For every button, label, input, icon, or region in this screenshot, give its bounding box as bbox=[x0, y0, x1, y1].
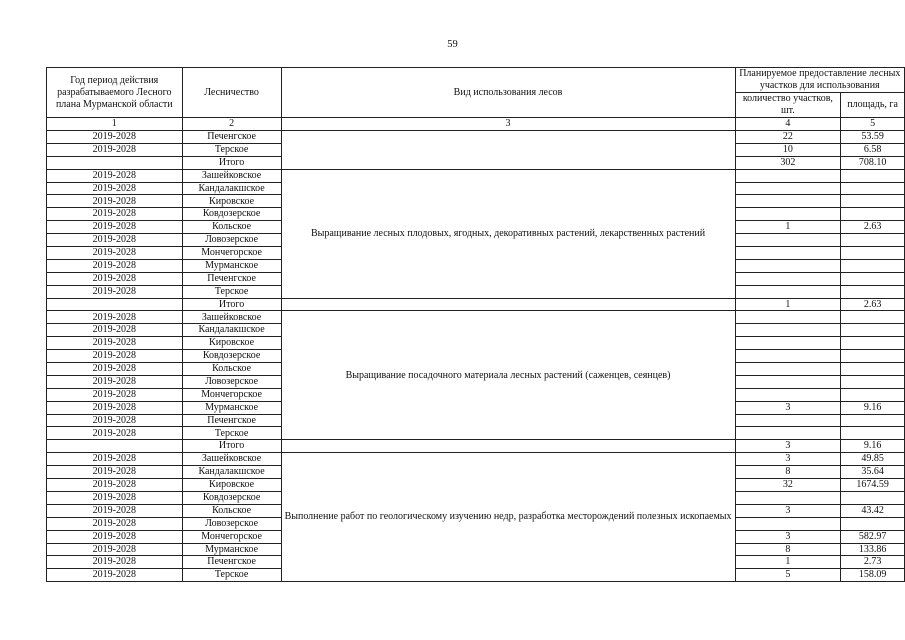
count-cell: 32 bbox=[735, 479, 841, 492]
forestry-cell: Кировское bbox=[182, 337, 281, 350]
area-cell: 53.59 bbox=[841, 131, 905, 144]
count-cell: 1 bbox=[735, 556, 841, 569]
year-cell: 2019-2028 bbox=[47, 530, 183, 543]
year-cell: 2019-2028 bbox=[47, 272, 183, 285]
forestry-cell: Ловозерское bbox=[182, 375, 281, 388]
count-cell bbox=[735, 491, 841, 504]
count-cell bbox=[735, 350, 841, 363]
area-cell: 708.10 bbox=[841, 156, 905, 169]
area-cell bbox=[841, 259, 905, 272]
count-cell bbox=[735, 388, 841, 401]
year-cell: 2019-2028 bbox=[47, 195, 183, 208]
count-cell: 3 bbox=[735, 530, 841, 543]
area-cell bbox=[841, 195, 905, 208]
year-cell: 2019-2028 bbox=[47, 453, 183, 466]
area-cell bbox=[841, 427, 905, 440]
year-cell: 2019-2028 bbox=[47, 517, 183, 530]
forestry-cell: Мурманское bbox=[182, 401, 281, 414]
forestry-cell: Печенгское bbox=[182, 272, 281, 285]
count-cell bbox=[735, 169, 841, 182]
year-cell: 2019-2028 bbox=[47, 247, 183, 260]
header-use-type: Вид использования лесов bbox=[281, 68, 735, 118]
table-row bbox=[47, 440, 905, 453]
forestry-cell: Кандалакшское bbox=[182, 182, 281, 195]
year-cell: 2019-2028 bbox=[47, 414, 183, 427]
year-cell: 2019-2028 bbox=[47, 208, 183, 221]
forestry-cell: Терское bbox=[182, 285, 281, 298]
column-number: 3 bbox=[281, 118, 735, 131]
area-cell: 49.85 bbox=[841, 453, 905, 466]
area-cell: 158.09 bbox=[841, 569, 905, 582]
area-cell bbox=[841, 247, 905, 260]
area-cell: 582.97 bbox=[841, 530, 905, 543]
count-cell bbox=[735, 259, 841, 272]
year-cell: 2019-2028 bbox=[47, 259, 183, 272]
area-cell bbox=[841, 350, 905, 363]
count-cell: 3 bbox=[735, 504, 841, 517]
count-cell bbox=[735, 375, 841, 388]
forestry-cell: Мончегорское bbox=[182, 388, 281, 401]
count-cell: 8 bbox=[735, 543, 841, 556]
table-row bbox=[47, 169, 905, 182]
area-cell: 133.86 bbox=[841, 543, 905, 556]
forestry-cell: Кандалакшское bbox=[182, 324, 281, 337]
count-cell bbox=[735, 195, 841, 208]
area-cell bbox=[841, 388, 905, 401]
area-cell: 2.63 bbox=[841, 221, 905, 234]
column-number: 5 bbox=[841, 118, 905, 131]
count-cell bbox=[735, 517, 841, 530]
area-cell: 35.64 bbox=[841, 466, 905, 479]
year-cell: 2019-2028 bbox=[47, 466, 183, 479]
header-forestry: Лесничество bbox=[182, 68, 281, 118]
forestry-cell: Кировское bbox=[182, 479, 281, 492]
forestry-cell: Ловозерское bbox=[182, 234, 281, 247]
area-cell bbox=[841, 491, 905, 504]
count-cell bbox=[735, 311, 841, 324]
use-type-cell: Выращивание лесных плодовых, ягодных, декоративных растений, лекарственных растений bbox=[281, 169, 735, 298]
forestry-cell: Мончегорское bbox=[182, 530, 281, 543]
use-type-cell bbox=[281, 298, 735, 311]
count-cell bbox=[735, 363, 841, 376]
forestry-cell: Ковдозерское bbox=[182, 350, 281, 363]
count-cell bbox=[735, 208, 841, 221]
count-cell: 8 bbox=[735, 466, 841, 479]
count-cell: 10 bbox=[735, 143, 841, 156]
area-cell bbox=[841, 324, 905, 337]
area-cell bbox=[841, 285, 905, 298]
year-cell: 2019-2028 bbox=[47, 504, 183, 517]
count-cell: 22 bbox=[735, 131, 841, 144]
area-cell: 9.16 bbox=[841, 440, 905, 453]
count-cell bbox=[735, 182, 841, 195]
year-cell: 2019-2028 bbox=[47, 491, 183, 504]
year-cell: 2019-2028 bbox=[47, 337, 183, 350]
use-type-cell bbox=[281, 131, 735, 170]
count-cell: 302 bbox=[735, 156, 841, 169]
year-cell: 2019-2028 bbox=[47, 131, 183, 144]
count-cell: 3 bbox=[735, 401, 841, 414]
table-row bbox=[47, 453, 905, 466]
year-cell: 2019-2028 bbox=[47, 401, 183, 414]
year-cell: 2019-2028 bbox=[47, 427, 183, 440]
area-cell bbox=[841, 517, 905, 530]
year-cell: 2019-2028 bbox=[47, 285, 183, 298]
count-cell: 3 bbox=[735, 440, 841, 453]
forestry-cell: Печенгское bbox=[182, 131, 281, 144]
area-cell bbox=[841, 414, 905, 427]
header-count: количество участков, шт. bbox=[735, 93, 841, 118]
area-cell bbox=[841, 234, 905, 247]
forestry-cell: Зашейковское bbox=[182, 169, 281, 182]
forestry-cell: Печенгское bbox=[182, 556, 281, 569]
forestry-cell: Мончегорское bbox=[182, 247, 281, 260]
table-body bbox=[47, 131, 905, 582]
count-cell bbox=[735, 272, 841, 285]
year-cell: 2019-2028 bbox=[47, 569, 183, 582]
page-number: 59 bbox=[447, 39, 458, 50]
forestry-cell: Зашейковское bbox=[182, 453, 281, 466]
year-cell bbox=[47, 440, 183, 453]
year-cell: 2019-2028 bbox=[47, 363, 183, 376]
year-cell: 2019-2028 bbox=[47, 479, 183, 492]
header-planned: Планируемое предоставление лесных участков для использования bbox=[735, 68, 904, 93]
use-type-cell: Выращивание посадочного материала лесных растений (саженцев, сеянцев) bbox=[281, 311, 735, 440]
count-cell: 3 bbox=[735, 453, 841, 466]
forestry-cell: Кировское bbox=[182, 195, 281, 208]
forestry-cell: Мурманское bbox=[182, 543, 281, 556]
column-number: 1 bbox=[47, 118, 183, 131]
count-cell: 1 bbox=[735, 221, 841, 234]
count-cell: 5 bbox=[735, 569, 841, 582]
area-cell bbox=[841, 182, 905, 195]
count-cell bbox=[735, 414, 841, 427]
area-cell bbox=[841, 311, 905, 324]
count-cell: 1 bbox=[735, 298, 841, 311]
year-cell: 2019-2028 bbox=[47, 234, 183, 247]
year-cell: 2019-2028 bbox=[47, 182, 183, 195]
count-cell bbox=[735, 324, 841, 337]
forestry-cell: Кандалакшское bbox=[182, 466, 281, 479]
area-cell bbox=[841, 208, 905, 221]
forestry-cell: Ковдозерское bbox=[182, 208, 281, 221]
header-area: площадь, га bbox=[841, 93, 905, 118]
count-cell bbox=[735, 427, 841, 440]
forestry-cell: Мурманское bbox=[182, 259, 281, 272]
area-cell: 2.63 bbox=[841, 298, 905, 311]
count-cell bbox=[735, 247, 841, 260]
area-cell bbox=[841, 169, 905, 182]
area-cell: 9.16 bbox=[841, 401, 905, 414]
forestry-cell: Зашейковское bbox=[182, 311, 281, 324]
forestry-cell: Кольское bbox=[182, 221, 281, 234]
use-type-cell bbox=[281, 440, 735, 453]
count-cell bbox=[735, 285, 841, 298]
forestry-cell: Ковдозерское bbox=[182, 491, 281, 504]
year-cell: 2019-2028 bbox=[47, 350, 183, 363]
year-cell: 2019-2028 bbox=[47, 311, 183, 324]
count-cell bbox=[735, 337, 841, 350]
area-cell: 43.42 bbox=[841, 504, 905, 517]
area-cell bbox=[841, 363, 905, 376]
forestry-cell: Кольское bbox=[182, 363, 281, 376]
year-cell: 2019-2028 bbox=[47, 324, 183, 337]
forestry-cell: Терское bbox=[182, 427, 281, 440]
forestry-cell: Итого bbox=[182, 298, 281, 311]
year-cell bbox=[47, 156, 183, 169]
table-row bbox=[47, 298, 905, 311]
header-year: Год период действия разрабатываемого Лесного плана Мурманской области bbox=[47, 68, 183, 118]
use-type-cell: Выполнение работ по геологическому изучению недр, разработка месторождений полезных ископаемых bbox=[281, 453, 735, 582]
forestry-cell: Итого bbox=[182, 440, 281, 453]
column-number: 4 bbox=[735, 118, 841, 131]
year-cell: 2019-2028 bbox=[47, 556, 183, 569]
table-row bbox=[47, 311, 905, 324]
forestry-cell: Печенгское bbox=[182, 414, 281, 427]
area-cell: 6.58 bbox=[841, 143, 905, 156]
year-cell: 2019-2028 bbox=[47, 143, 183, 156]
column-number: 2 bbox=[182, 118, 281, 131]
forestry-cell: Кольское bbox=[182, 504, 281, 517]
table-row bbox=[47, 131, 905, 144]
forestry-cell: Ловозерское bbox=[182, 517, 281, 530]
year-cell: 2019-2028 bbox=[47, 221, 183, 234]
year-cell: 2019-2028 bbox=[47, 169, 183, 182]
year-cell: 2019-2028 bbox=[47, 375, 183, 388]
forestry-cell: Терское bbox=[182, 143, 281, 156]
year-cell: 2019-2028 bbox=[47, 543, 183, 556]
count-cell bbox=[735, 234, 841, 247]
area-cell: 1674.59 bbox=[841, 479, 905, 492]
year-cell bbox=[47, 298, 183, 311]
area-cell bbox=[841, 375, 905, 388]
area-cell bbox=[841, 337, 905, 350]
year-cell: 2019-2028 bbox=[47, 388, 183, 401]
area-cell bbox=[841, 272, 905, 285]
forestry-cell: Итого bbox=[182, 156, 281, 169]
forestry-cell: Терское bbox=[182, 569, 281, 582]
forest-use-table bbox=[46, 67, 905, 582]
area-cell: 2.73 bbox=[841, 556, 905, 569]
